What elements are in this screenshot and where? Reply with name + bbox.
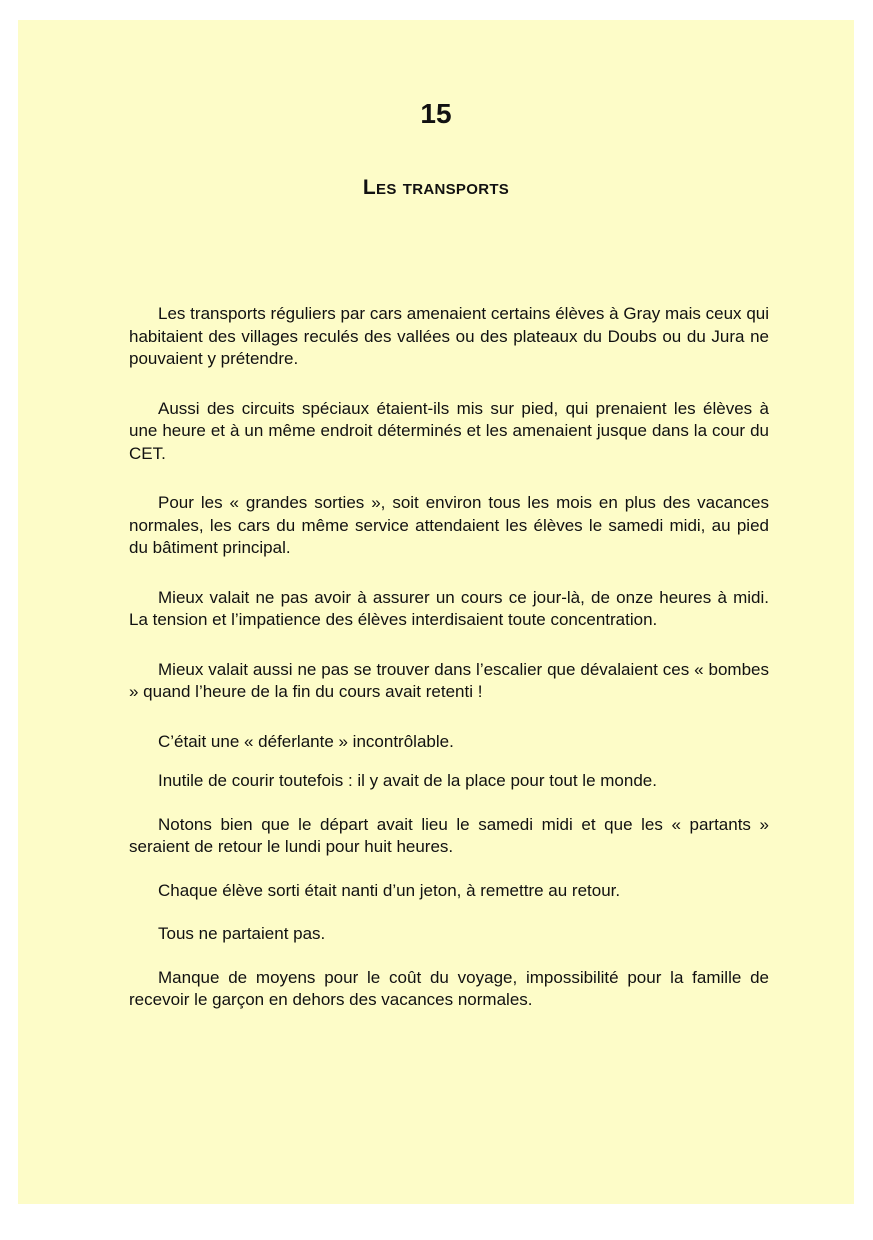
paragraph: Mieux valait ne pas avoir à assurer un cours ce jour-là, de onze heures à midi. La tension et l’impatience des élèves interdisaient toute concentration.	[129, 587, 769, 629]
chapter-title: Les transports	[362, 176, 510, 199]
document-page	[18, 20, 854, 1204]
chapter-body	[129, 303, 769, 1012]
paragraph: Les transports réguliers par cars amenaient certains élèves à Gray mais ceux qui habitaient des villages reculés des vallées ou des plateaux du Doubs ou du Jura ne pouvaient y prétendre.	[129, 304, 769, 368]
chapter-number: 15	[420, 98, 452, 129]
paragraph: C’était une « déferlante » incontrôlable.	[158, 731, 454, 751]
paragraph: Inutile de courir toutefois : il y avait de la place pour tout le monde.	[158, 771, 657, 790]
paragraph: Notons bien que le départ avait lieu le samedi midi et que les « partants » seraient de retour le lundi pour huit heures.	[129, 814, 769, 856]
paragraph: Manque de moyens pour le coût du voyage, impossibilité pour la famille de recevoir le garçon en dehors des vacances normales.	[129, 967, 769, 1009]
paragraph: Aussi des circuits spéciaux étaient-ils mis sur pied, qui prenaient les élèves à une heure et à un même endroit déterminés et les amenaient jusque dans la cour du CET.	[129, 398, 769, 463]
paragraph: Chaque élève sorti était nanti d’un jeton, à remettre au retour.	[158, 880, 621, 900]
paragraph: Mieux valait aussi ne pas se trouver dans l’escalier que dévalaient ces « bombes » quand l’heure de la fin du cours avait retenti !	[129, 659, 769, 701]
paragraph: Tous ne partaient pas.	[158, 924, 326, 943]
paragraph: Pour les « grandes sorties », soit environ tous les mois en plus des vacances normales, les cars du même service attendaient les élèves le samedi midi, au pied du bâtiment principal.	[129, 493, 769, 557]
